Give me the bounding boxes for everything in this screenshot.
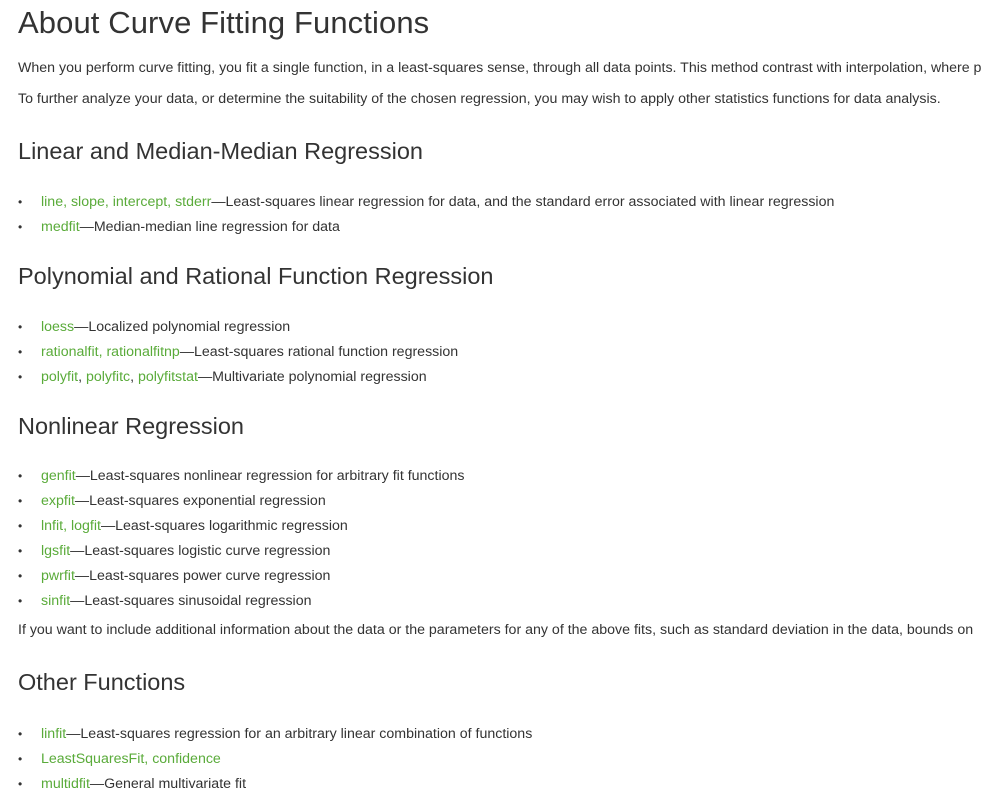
function-link[interactable]: loess xyxy=(41,319,75,335)
link-separator: , xyxy=(130,369,138,386)
function-link[interactable]: expfit xyxy=(41,493,75,510)
bullet-icon: • xyxy=(18,594,23,609)
bullet-icon: • xyxy=(18,345,23,360)
function-link[interactable]: linfit xyxy=(41,726,67,742)
function-link[interactable]: polyfitstat xyxy=(138,369,198,386)
function-description: —General multivariate fit xyxy=(89,776,247,793)
list-item xyxy=(18,591,464,616)
function-link[interactable]: line, slope, intercept, stderr xyxy=(41,194,212,210)
bullet-icon: • xyxy=(18,370,23,385)
function-description: —Median-median line regression for data xyxy=(79,219,340,236)
bullet-icon: • xyxy=(18,569,23,584)
page-title: About Curve Fitting Functions xyxy=(18,5,430,40)
function-description: —Localized polynomial regression xyxy=(74,319,291,335)
list-item xyxy=(18,367,458,392)
bullet-icon: • xyxy=(18,752,23,767)
function-description: —Least-squares exponential regression xyxy=(74,493,326,510)
bullet-icon: • xyxy=(18,727,23,741)
list-item xyxy=(18,466,464,491)
bullet-icon: • xyxy=(18,777,23,792)
list-item xyxy=(18,516,464,541)
bullet-icon: • xyxy=(18,544,23,559)
function-list-linear xyxy=(18,192,834,242)
function-link[interactable]: pwrfit xyxy=(41,568,75,585)
function-link[interactable]: LeastSquaresFit, confidence xyxy=(41,751,221,768)
section-heading-polynomial: Polynomial and Rational Function Regression xyxy=(18,263,494,289)
list-item xyxy=(18,566,464,591)
function-link[interactable]: genfit xyxy=(41,468,76,484)
function-list-nonlinear xyxy=(18,466,464,617)
list-item xyxy=(18,749,532,774)
list-item xyxy=(18,317,458,342)
intro-paragraph-1: When you perform curve fitting, you fit a single function, in a least-squares sense, through all data points. This method contrast with interpolation, where p xyxy=(18,60,982,76)
function-link[interactable]: medfit xyxy=(41,219,80,236)
section-heading-linear: Linear and Median-Median Regression xyxy=(18,138,423,164)
list-item xyxy=(18,724,532,749)
bullet-icon: • xyxy=(18,494,23,509)
function-description: —Least-squares linear regression for data, and the standard error associated with linear regression xyxy=(211,194,835,210)
function-description: —Least-squares logistic curve regression xyxy=(70,543,331,560)
function-link[interactable]: polyfitc xyxy=(85,369,131,386)
function-link[interactable]: polyfit xyxy=(41,369,79,386)
section-heading-nonlinear: Nonlinear Regression xyxy=(18,413,244,439)
list-item xyxy=(18,541,464,566)
bullet-icon: • xyxy=(18,469,23,483)
list-item xyxy=(18,774,532,799)
function-list-other xyxy=(18,724,532,799)
function-link[interactable]: sinfit xyxy=(41,593,71,610)
bullet-icon: • xyxy=(18,519,23,534)
function-description: —Least-squares sinusoidal regression xyxy=(70,593,312,610)
function-description: —Multivariate polynomial regression xyxy=(197,369,427,386)
bullet-icon: • xyxy=(18,220,23,235)
intro-paragraph-2: To further analyze your data, or determine the suitability of the chosen regression, you may wish to apply other statistics functions for data analysis. xyxy=(18,91,941,107)
function-description: —Least-squares nonlinear regression for arbitrary fit functions xyxy=(75,468,465,484)
list-item xyxy=(18,491,464,516)
function-link[interactable]: multidfit xyxy=(41,776,90,793)
list-item xyxy=(18,217,834,242)
function-link[interactable]: lgsfit xyxy=(41,543,71,560)
bullet-icon: • xyxy=(18,195,23,209)
list-item xyxy=(18,342,458,367)
function-description: —Least-squares rational function regression xyxy=(179,344,459,361)
function-list-polynomial xyxy=(18,317,458,392)
function-description: —Least-squares regression for an arbitrary linear combination of functions xyxy=(66,726,533,742)
function-description: —Least-squares power curve regression xyxy=(74,568,331,585)
function-link[interactable]: lnfit, logfit xyxy=(41,518,101,535)
bullet-icon: • xyxy=(18,320,23,334)
function-link[interactable]: rationalfit, rationalfitnp xyxy=(41,344,180,361)
link-separator: , xyxy=(78,369,86,386)
nonlinear-note: If you want to include additional information about the data or the parameters for any of the above fits, such as standard deviation in the data, bounds on xyxy=(18,622,974,638)
list-item xyxy=(18,192,834,217)
section-heading-other: Other Functions xyxy=(18,669,186,695)
function-description: —Least-squares logarithmic regression xyxy=(100,518,348,535)
